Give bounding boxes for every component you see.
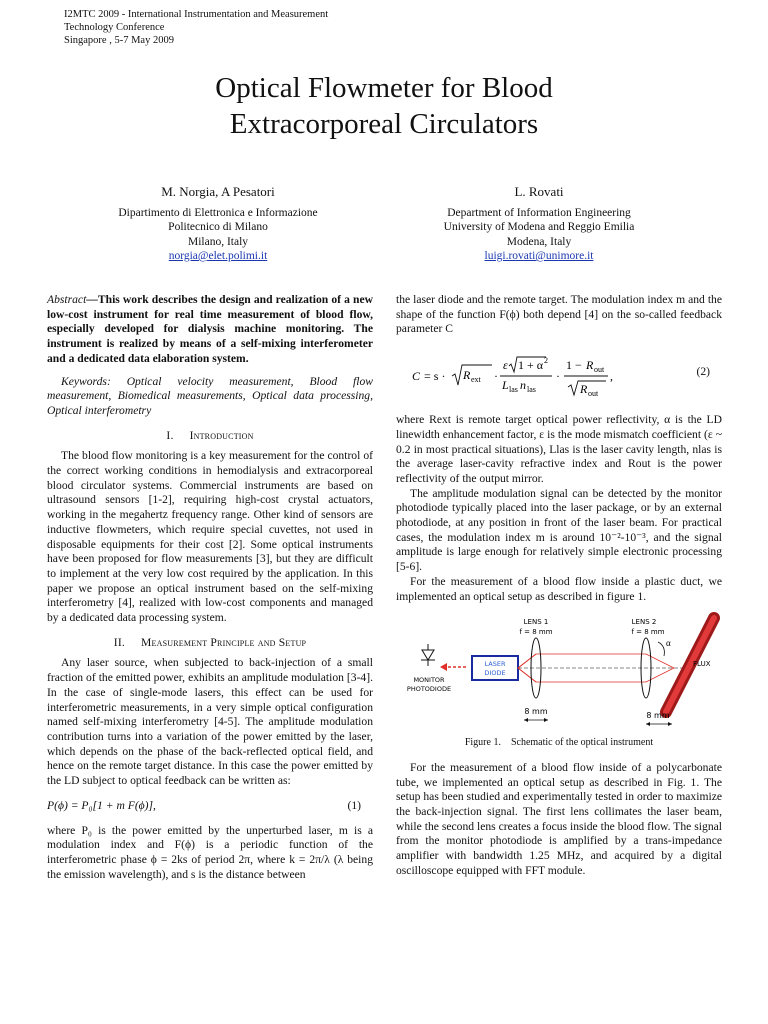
caption-text: Schematic of the optical instrument [510, 737, 654, 749]
monitor-label: MONITOR [413, 676, 445, 685]
equation-1 [47, 799, 373, 814]
title-line-2: Extracorporeal Circulators [229, 108, 539, 140]
author-city-left: Milano, Italy [187, 235, 249, 248]
svg-text:C: C [412, 369, 421, 384]
figure-1-caption [396, 736, 722, 751]
flux-label: FLUX [693, 660, 711, 669]
lens-2-label: LENS 2 [631, 618, 657, 627]
section-number: I. [166, 428, 174, 442]
alpha-label: α [666, 638, 671, 649]
author-names-left: M. Norgia, A Pesatori [161, 184, 275, 199]
paper-title [0, 70, 768, 142]
right-paragraph-2: where Rext is remote target optical power reflectivity, α is the LD linewidth enhancement factor, ε is the mode mismatch coefficient (ε ~ 0.2 in most practical situations), Llas is the laser cavity length, nlas is the average laser-cavity refractive index and Rout is the power reflectivity of the output mirror. [396, 413, 722, 485]
arrow-left-icon [440, 663, 466, 671]
introduction-paragraph: The blood flow monitoring is a key measurement for the control of the correct working conditions in hemodialysis and extracorporeal blood circulator systems. Commercial instruments are based on ultrasound sensors [1-2], requiring high-cost crystal actuators, working in the megahertz frequency range. Other kind of sensors are inductive flowmeters, which require special cuvettes, not used in disposable equipments for their cost [2]. Some optical instruments have been proposed for flow measurements [3], but they are difficult to implement at the very low cost required by the application. In this paper we propose an optical instrument based on the self-mixing interferometry [4], realized with low-cost components and managed by a dedicated data processing system. [47, 449, 373, 625]
svg-text:las: las [509, 385, 518, 395]
author-affiliation-left-1: Dipartimento di Elettronica e Informazione [118, 206, 318, 219]
optical-setup-diagram [396, 612, 722, 730]
right-paragraph-1: the laser diode and the remote target. The modulation index m and the shape of the function F(ϕ) both depend [4] on the so-called feedback parameter C [396, 293, 722, 336]
title-line-1: Optical Flowmeter for Blood [215, 72, 553, 104]
section-heading-measurement [47, 636, 373, 651]
svg-text:2: 2 [544, 356, 548, 366]
equation-1-body: P(ϕ) = P₀[1 + m F(ϕ)], [47, 798, 156, 812]
abstract [47, 293, 373, 367]
left-column [47, 293, 373, 882]
lens-1-label: LENS 1 [523, 618, 549, 627]
svg-text:1 −: 1 − [566, 358, 582, 373]
author-names-right: L. Rovati [514, 184, 564, 199]
svg-text:,: , [610, 369, 613, 384]
diode-label: DIODE [484, 669, 506, 678]
svg-text:las: las [527, 385, 536, 395]
equation-2-formula [396, 345, 696, 405]
abstract-text: —This work describes the design and realization of a new low-cost instrument for real time measurement of blood flow, especially developed for dialysis machine monitoring. The instrument is realized by means of a self-mixing interferometer and a dedicated data elaboration system. [47, 293, 373, 365]
equation-1-number: (1) [347, 798, 361, 812]
right-paragraph-3: The amplitude modulation signal can be detected by the monitor photodiode typically placed into the laser package, or by an external photodiode, at any position in front of the laser beam. For practical cases, the modulation index m is around 10⁻²-10⁻³, and the signal amplitude is large enough for relatively simple electronic processing [5-6]. [396, 486, 722, 574]
author-block-right [374, 185, 704, 264]
right-paragraph-5: For the measurement of a blood flow inside of a polycarbonate tube, we implemented an optical setup as described in Fig. 1. The setup has been studied and experimentally tested in order to maximize the back-injection signal. The first lens collimates the laser beam, while the second lens creates a focus inside the blood flow. The signal from the monitor photodiode is amplified by a trans-impedance amplifier with bandwidth 1.25 MHz, and acquired by a digital oscilloscope equipped with FFT module. [396, 760, 722, 877]
section-title: Introduction [189, 428, 254, 442]
conference-line-2: Technology Conference [64, 22, 165, 33]
photodiode-label: PHOTODIODE [406, 685, 452, 694]
svg-text:ext: ext [471, 375, 481, 385]
svg-text:n: n [520, 378, 526, 393]
photodiode-icon [421, 644, 435, 666]
author-city-right: Modena, Italy [506, 235, 572, 248]
author-affiliation-left-2: Politecnico di Milano [168, 221, 268, 233]
conference-line-1: I2MTC 2009 - International Instrumentation and Measurement [64, 9, 329, 20]
caption-label: Figure 1. [464, 737, 501, 749]
svg-text:R: R [586, 358, 594, 373]
svg-text:1 + α: 1 + α [518, 358, 544, 373]
svg-text:R: R [463, 368, 471, 383]
keywords: Keywords: Optical velocity measurement, Blood flow measurement, Biomedical measurements, Optical data processing, Optical interferometry [47, 374, 373, 417]
svg-text:R: R [580, 382, 588, 397]
figure-1 [396, 612, 722, 730]
author-block-left [53, 185, 383, 264]
svg-text:out: out [588, 389, 599, 399]
section-heading-introduction [47, 429, 373, 444]
author-email-right-link[interactable]: luigi.rovati@unimore.it [484, 250, 594, 262]
svg-text:·: · [556, 369, 560, 384]
distance-1-label: 8 mm [524, 707, 548, 717]
distance-2-label: 8 mm [646, 711, 670, 721]
section-title: Measurement Principle and Setup [141, 635, 307, 649]
svg-text:ε: ε [503, 358, 508, 373]
right-column [396, 293, 722, 879]
section-number: II. [113, 635, 125, 649]
equation-2-number: (2) [696, 365, 710, 379]
measurement-paragraph-2: where P₀ is the power emitted by the unperturbed laser, m is a modulation index and F(ϕ) is a periodic function of the interferometric phase ϕ = 2ks of period 2π, where k = 2π/λ (λ being the emission wavelength), and s is the distance between [47, 823, 373, 881]
author-affiliation-right-2: University of Modena and Reggio Emilia [443, 221, 635, 233]
measurement-paragraph: Any laser source, when subjected to back-injection of a small fraction of the emitted power, exhibits an amplitude modulation [3-4]. In the case of single-mode lasers, this effect can be used for interferometric measurements, in a very simple optical configuration named self-mixing interferometry [4-5]. The amplitude modulation contribution turns into a variation of the power emitted by the laser, which depends on the phase of the back-reflected optical field, and hence on the remote target distance. In this case the power emitted by the LD subject to optical feedback can be written as: [47, 656, 373, 788]
author-email-left-link[interactable]: norgia@elet.polimi.it [168, 250, 268, 262]
svg-text:out: out [594, 365, 605, 375]
svg-text:= s ·: = s · [424, 369, 446, 384]
lens-2-focal-label: f = 8 mm [631, 628, 665, 637]
right-paragraph-4: For the measurement of a blood flow inside a plastic duct, we implemented an optical setup as described in figure 1. [396, 574, 722, 603]
author-affiliation-right-1: Department of Information Engineering [447, 206, 631, 219]
equation-2 [396, 345, 722, 405]
laser-label: LASER [484, 660, 506, 669]
svg-text:·: · [494, 369, 498, 384]
abstract-label: Abstract [47, 293, 87, 306]
conference-line-3: Singapore , 5-7 May 2009 [64, 35, 174, 46]
svg-text:L: L [502, 378, 509, 393]
conference-header [64, 8, 328, 47]
lens-1-focal-label: f = 8 mm [519, 628, 553, 637]
